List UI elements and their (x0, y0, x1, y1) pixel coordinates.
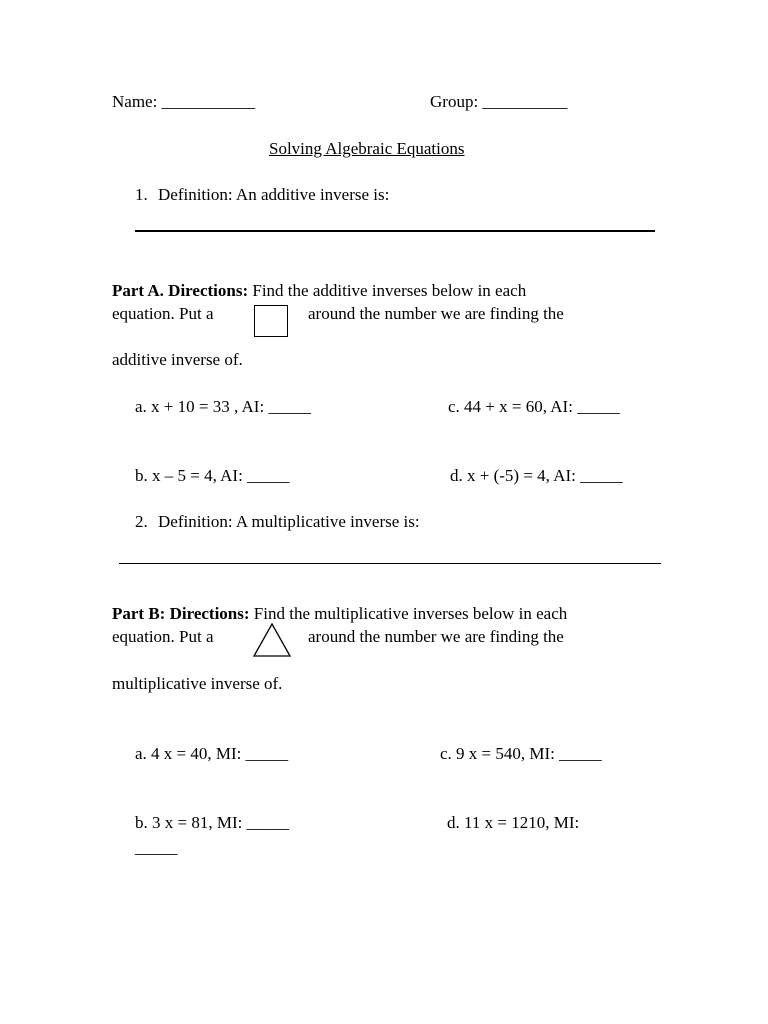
part-b-item-d: d. 11 x = 1210, MI: (447, 813, 580, 832)
part-a-item-a: a. x + 10 = 33 , AI: _____ (135, 397, 311, 416)
answer-line-2 (119, 563, 661, 564)
triangle-icon (252, 622, 292, 658)
part-b-line2-post: around the number we are finding the (308, 627, 564, 646)
part-b-line2-pre: equation. Put a (112, 627, 214, 646)
part-b-directions-line1 (112, 604, 567, 624)
part-a-item-c: c. 44 + x = 60, AI: _____ (448, 397, 620, 416)
part-b-directions-text: Find the multiplicative inverses below in each (253, 604, 568, 623)
group-field-label: Group: __________ (430, 92, 568, 111)
question-1-number: 1. (135, 185, 148, 204)
part-a-line2-pre: equation. Put a (112, 304, 214, 323)
part-b-item-c: c. 9 x = 540, MI: _____ (440, 744, 602, 763)
part-b-line3: multiplicative inverse of. (112, 674, 283, 693)
part-b-item-b: b. 3 x = 81, MI: _____ (135, 813, 290, 832)
question-2-text: Definition: A multiplicative inverse is: (158, 512, 420, 531)
part-a-line2-post: around the number we are finding the (308, 304, 564, 323)
part-a-directions-line1 (112, 281, 526, 301)
page-title: Solving Algebraic Equations (269, 139, 465, 158)
question-2-number: 2. (135, 512, 148, 531)
name-field-label: Name: ___________ (112, 92, 256, 111)
answer-line-1 (135, 230, 655, 232)
part-b-heading: Part B: Directions: (112, 604, 250, 623)
part-a-item-b: b. x – 5 = 4, AI: _____ (135, 466, 290, 485)
part-b-item-a: a. 4 x = 40, MI: _____ (135, 744, 289, 763)
part-a-heading: Part A. Directions: (112, 281, 249, 300)
part-a-item-d: d. x + (-5) = 4, AI: _____ (450, 466, 623, 485)
question-1-text: Definition: An additive inverse is: (158, 185, 390, 204)
part-a-directions-text: Find the additive inverses below in each (252, 281, 527, 300)
part-b-item-d-blank: _____ (135, 838, 178, 857)
square-box-icon (254, 305, 288, 337)
part-a-line3: additive inverse of. (112, 350, 243, 369)
